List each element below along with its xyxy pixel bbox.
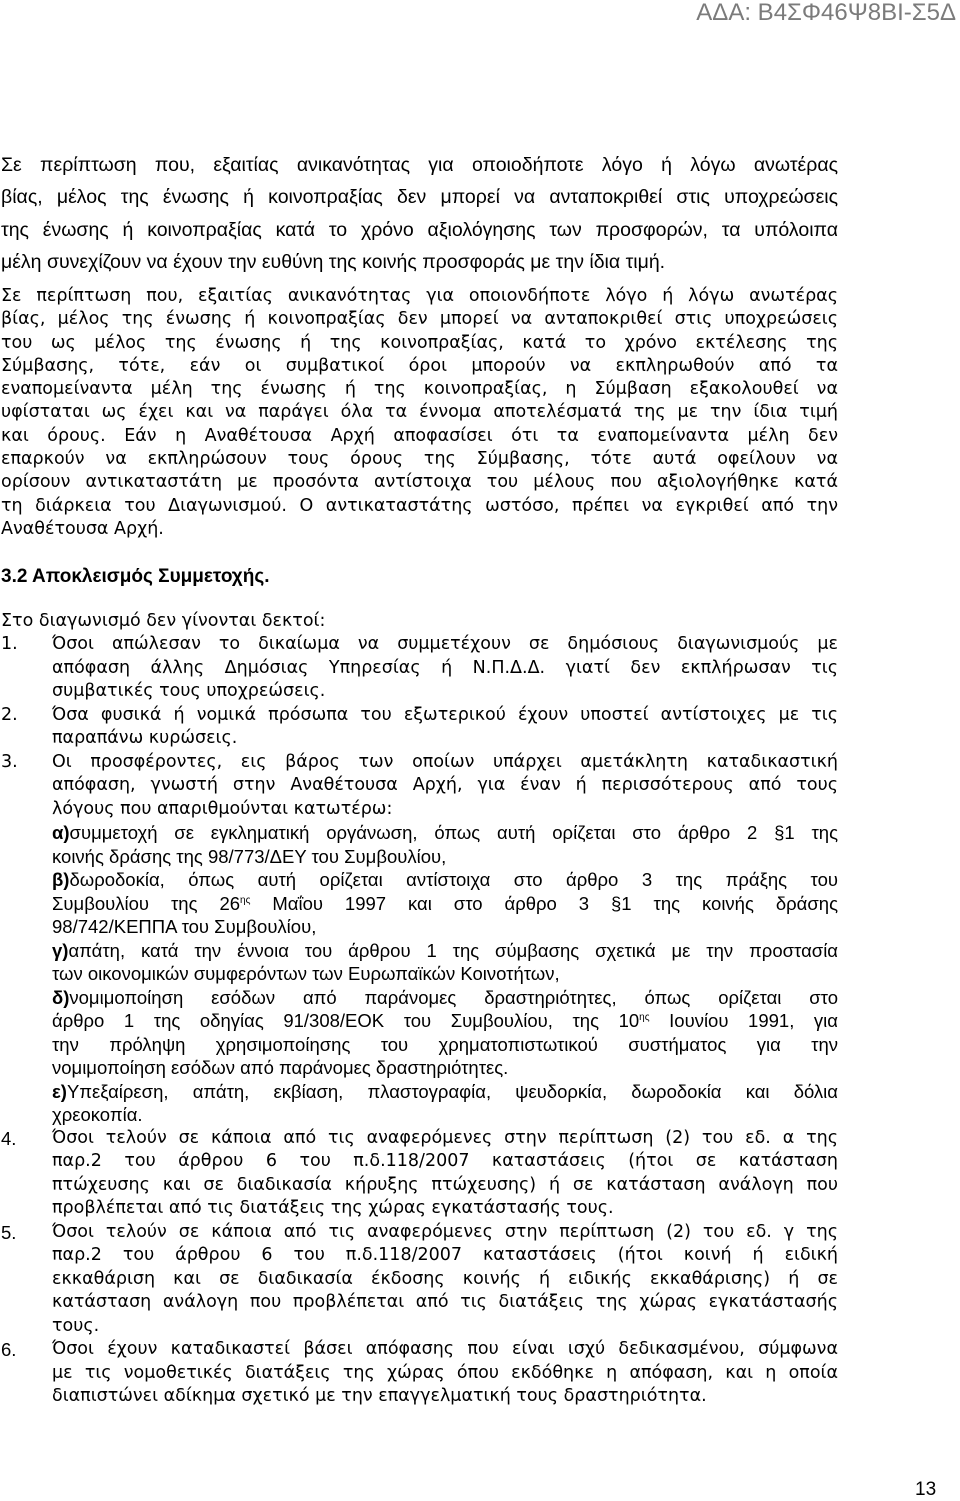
text-line xyxy=(52,986,838,1010)
line-text: με τις νομοθετικές διατάξεις της χώρας όπου εκδόθηκε η απόφαση, και η οποία xyxy=(52,1362,838,1383)
text-line xyxy=(52,1103,838,1127)
text-line xyxy=(52,962,838,986)
line-text: των οικονομικών συμφερόντων των Ευρωπαϊκών Κοινοτήτων, xyxy=(52,963,560,984)
text-line xyxy=(52,1127,838,1151)
list-item-number: 6. xyxy=(1,1339,17,1360)
list-item-text xyxy=(52,751,838,1127)
text-line xyxy=(52,1244,838,1268)
line-text: νομιμοποίηση εσόδων από παράνομες δραστηριότητες, όπως ορίζεται στο xyxy=(69,986,838,1008)
list-item xyxy=(1,704,838,751)
list-item-text xyxy=(52,633,838,704)
list-item-text xyxy=(52,1127,838,1221)
text-line xyxy=(52,821,838,845)
list-item-text xyxy=(52,1221,838,1339)
line-text: λόγους που απαριθμούνται κατωτέρω: xyxy=(52,798,393,819)
line-text: κατάσταση ανάλογη που προβλέπεται από τις διατάξεις της χώρας εγκατάστασής xyxy=(52,1292,838,1312)
text-line xyxy=(52,915,838,939)
text-line xyxy=(52,798,838,822)
text-line xyxy=(52,1362,838,1386)
text-line xyxy=(1,308,838,331)
line-text: χρεοκοπία. xyxy=(52,1104,143,1125)
line-text: και όρους. Εάν η Αναθέτουσα Αρχή αποφασίσει ότι τα εναπομείναντα μέλη δεν xyxy=(1,425,838,446)
list-item-text xyxy=(52,704,838,751)
subitem-marker: β) xyxy=(52,869,70,890)
list-item-number: 1. xyxy=(1,634,18,654)
text-line xyxy=(1,495,838,518)
exclusion-list xyxy=(1,633,838,1409)
paragraph-1 xyxy=(1,149,838,278)
subitem-marker: ε) xyxy=(52,1080,67,1102)
text-line xyxy=(52,1150,838,1174)
text-line xyxy=(52,939,838,963)
line-text: την πρόληψη χρησιμοποίησης του χρηματοπιστωτικού συστήματος για την xyxy=(52,1033,838,1055)
text-line xyxy=(52,1197,838,1221)
line-text: πτώχευσης και σε διαδικασία κήρυξης πτώχευσης) ή σε κατάσταση ανάλογη που xyxy=(52,1174,838,1195)
text-line xyxy=(52,845,838,869)
subitem-marker: α) xyxy=(52,822,70,843)
line-text: προβλέπεται από τις διατάξεις της χώρας εγκατάστασής τους. xyxy=(52,1198,614,1218)
ada-document-id: ΑΔΑ: Β4ΣΦ46Ψ8ΒΙ-Σ5Δ xyxy=(696,0,956,26)
line-text: απάτη, κατά την έννοια του άρθρου 1 της σύμβασης σχετικά με την προστασία xyxy=(68,939,838,961)
text-line xyxy=(52,751,838,775)
line-text: Σε περίπτωση που, εξαιτίας ανικανότητας για οποιοδήποτε λόγο ή λόγω ανωτέρας xyxy=(1,154,838,176)
text-line xyxy=(1,332,838,355)
line-text: άρθρο 1 της οδηγίας 91/308/ΕΟΚ του Συμβουλίου, της 10 xyxy=(52,1010,640,1031)
line-text: παρ.2 του άρθρου 6 του π.δ.118/2007 καταστάσεις (ήτοι κοινή ή ειδική xyxy=(52,1245,838,1265)
line-text: απόφαση άλλης Δημόσιας Υπηρεσίας ή Ν.Π.Δ.Δ. γιατί δεν εκπλήρωσαν τις xyxy=(52,657,838,678)
line-text: ορίσουν αντικαταστάτη με προσόντα αντίστοιχα του μέλους που αξιολογήθηκε κατά xyxy=(1,472,838,493)
line-text: Συμβουλίου της 26 xyxy=(52,892,241,914)
line-text: Όσοι τελούν σε κάποια από τις αναφερόμενες στην περίπτωση (2) του εδ. γ της xyxy=(52,1221,838,1242)
line-text: Μαΐου 1997 και στο άρθρο 3 §1 της κοινής δράσης xyxy=(250,892,838,914)
text-line xyxy=(1,378,838,401)
line-text: κοινής δράσης της 98/773/ΔΕΥ του Συμβουλίου, xyxy=(52,845,447,867)
list-subitem xyxy=(52,939,838,986)
text-line xyxy=(1,149,838,181)
text-line xyxy=(52,774,838,798)
line-text: της ένωσης ή κοινοπραξίας κατά το χρόνο αξιολόγησης των προσφορών, τα υπόλοιπα xyxy=(1,218,838,241)
line-text: υφίσταται ως έχει και να παράγει όλα τα έννομα αποτελέσματά της με την ίδια τιμή xyxy=(1,402,838,423)
text-line xyxy=(1,285,838,308)
list-subitem xyxy=(52,986,838,1080)
text-line xyxy=(52,1009,838,1033)
text-line xyxy=(1,518,838,541)
text-line xyxy=(52,1385,838,1409)
text-line xyxy=(1,246,838,278)
list-item-number: 3. xyxy=(1,751,18,772)
text-line xyxy=(52,1174,838,1198)
text-line xyxy=(52,727,838,751)
line-text: Σε περίπτωση που, εξαιτίας ανικανότητας για οποιονδήποτε λόγο ή λόγω ανωτέρας xyxy=(1,286,838,306)
list-item-number: 2. xyxy=(1,704,18,725)
text-line xyxy=(52,1221,838,1245)
line-text: 98/742/ΚΕΠΠΑ του Συμβουλίου, xyxy=(52,916,317,937)
line-text: του ως μέλος της ένωσης ή της κοινοπραξίας, κατά το χρόνο εκτέλεσης της xyxy=(1,332,838,353)
line-text: εκκαθάριση και σε διαδικασία έκδοσης κοινής ή ειδικής εκκαθάρισης) ή σε xyxy=(52,1268,838,1289)
text-line xyxy=(52,868,838,892)
list-item xyxy=(1,751,838,1127)
text-line xyxy=(52,1315,838,1339)
list-subitem xyxy=(52,821,838,868)
subitem-marker: γ) xyxy=(52,939,69,961)
text-line xyxy=(1,448,838,471)
text-line xyxy=(1,425,838,448)
list-subitem xyxy=(52,868,838,939)
line-text: Όσοι απώλεσαν το δικαίωμα να συμμετέχουν σε δημόσιους διαγωνισμούς με xyxy=(52,634,838,654)
list-item xyxy=(1,633,838,704)
section-intro: Στο διαγωνισμό δεν γίνονται δεκτοί: xyxy=(1,611,326,631)
text-line xyxy=(1,471,838,494)
text-line xyxy=(52,657,838,681)
text-line xyxy=(52,633,838,657)
superscript: ης xyxy=(240,894,251,906)
line-text: Σύμβασης, τότε, εάν οι συμβατικοί όροι μπορούν να εκπληρωθούν από τα xyxy=(1,355,838,376)
text-line xyxy=(52,1080,838,1104)
list-item-text xyxy=(52,1338,838,1409)
line-text: Όσοι έχουν καταδικαστεί βάσει απόφασης που είναι ισχύ δεδικασμένου, σύμφωνα xyxy=(52,1339,838,1359)
line-text: βίας, μέλος της ένωσης ή κοινοπραξίας δεν μπορεί να ανταποκριθεί στις υποχρεώσεις xyxy=(1,309,838,330)
line-text: τους. xyxy=(52,1315,100,1336)
text-line xyxy=(52,892,838,916)
subitem-marker: δ) xyxy=(52,986,70,1008)
text-line xyxy=(52,1291,838,1315)
line-text: Αναθέτουσα Αρχή. xyxy=(1,518,164,539)
line-text: απόφαση, γνωστή στην Αναθέτουσα Αρχή, για έναν ή περισσότερους από τους xyxy=(52,775,838,795)
line-text: παραπάνω κυρώσεις. xyxy=(52,728,238,748)
line-text: Ιουνίου 1991, για xyxy=(649,1010,838,1031)
text-line xyxy=(1,181,838,213)
page-number: 13 xyxy=(915,1479,937,1500)
list-item-number: 5. xyxy=(1,1221,17,1243)
text-line xyxy=(1,214,838,246)
text-line xyxy=(1,355,838,378)
line-text: τη διάρκεια του Διαγωνισμού. Ο αντικαταστάτης ωστόσο, πρέπει να εγκριθεί από την xyxy=(1,495,838,516)
line-text: Υπεξαίρεση, απάτη, εκβίαση, πλαστογραφία, ψευδορκία, δωροδοκία και δόλια xyxy=(66,1080,838,1102)
text-line xyxy=(52,1268,838,1292)
text-line xyxy=(52,704,838,728)
paragraph-2 xyxy=(1,285,838,541)
list-item xyxy=(1,1338,838,1409)
list-subitem xyxy=(52,1080,838,1127)
list-item xyxy=(1,1127,838,1221)
text-line xyxy=(52,680,838,704)
list-item xyxy=(1,1221,838,1339)
text-line xyxy=(52,1338,838,1362)
line-text: νομιμοποίηση εσόδων από παράνομες δραστηριότητες. xyxy=(52,1057,509,1078)
line-text: επαρκούν να εκπληρώσουν τους όρους της Σύμβασης, τότε αυτά οφείλουν να xyxy=(1,449,838,470)
line-text: εναπομείναντα μέλη της ένωσης ή της κοινοπραξίας, η Σύμβαση εξακολουθεί να xyxy=(1,379,838,400)
line-text: παρ.2 του άρθρου 6 του π.δ.118/2007 καταστάσεις (ήτοι σε κατάσταση xyxy=(52,1151,838,1171)
superscript: ης xyxy=(639,1012,650,1023)
line-text: Οι προσφέροντες, εις βάρος των οποίων υπάρχει αμετάκλητη καταδικαστική xyxy=(52,751,838,772)
line-text: διαπιστώνει αδίκημα σχετικό με την επαγγελματική τους δραστηριότητα. xyxy=(52,1386,707,1406)
line-text: δωροδοκία, όπως αυτή ορίζεται αντίστοιχα στο άρθρο 3 της πράξης του xyxy=(69,869,838,890)
line-text: συμμετοχή σε εγκληματική οργάνωση, όπως αυτή ορίζεται στο άρθρο 2 §1 της xyxy=(69,822,838,843)
line-text: συμβατικές τους υποχρεώσεις. xyxy=(52,681,326,701)
text-line xyxy=(1,401,838,424)
section-heading: 3.2 Αποκλεισμός Συμμετοχής. xyxy=(1,566,270,587)
line-text: Όσοι τελούν σε κάποια από τις αναφερόμενες στην περίπτωση (2) του εδ. α της xyxy=(52,1127,838,1148)
list-item-number: 4. xyxy=(1,1127,17,1149)
text-line xyxy=(52,1056,838,1080)
line-text: Όσα φυσικά ή νομικά πρόσωπα του εξωτερικού έχουν υποστεί αντίστοιχες με τις xyxy=(52,704,838,725)
text-line xyxy=(52,1033,838,1057)
line-text: μέλη συνεχίζουν να έχουν την ευθύνη της κοινής προσφοράς με την ίδια τιμή. xyxy=(1,250,666,273)
line-text: βίας, μέλος της ένωσης ή κοινοπραξίας δεν μπορεί να ανταποκριθεί στις υποχρεώσεις xyxy=(1,186,838,209)
